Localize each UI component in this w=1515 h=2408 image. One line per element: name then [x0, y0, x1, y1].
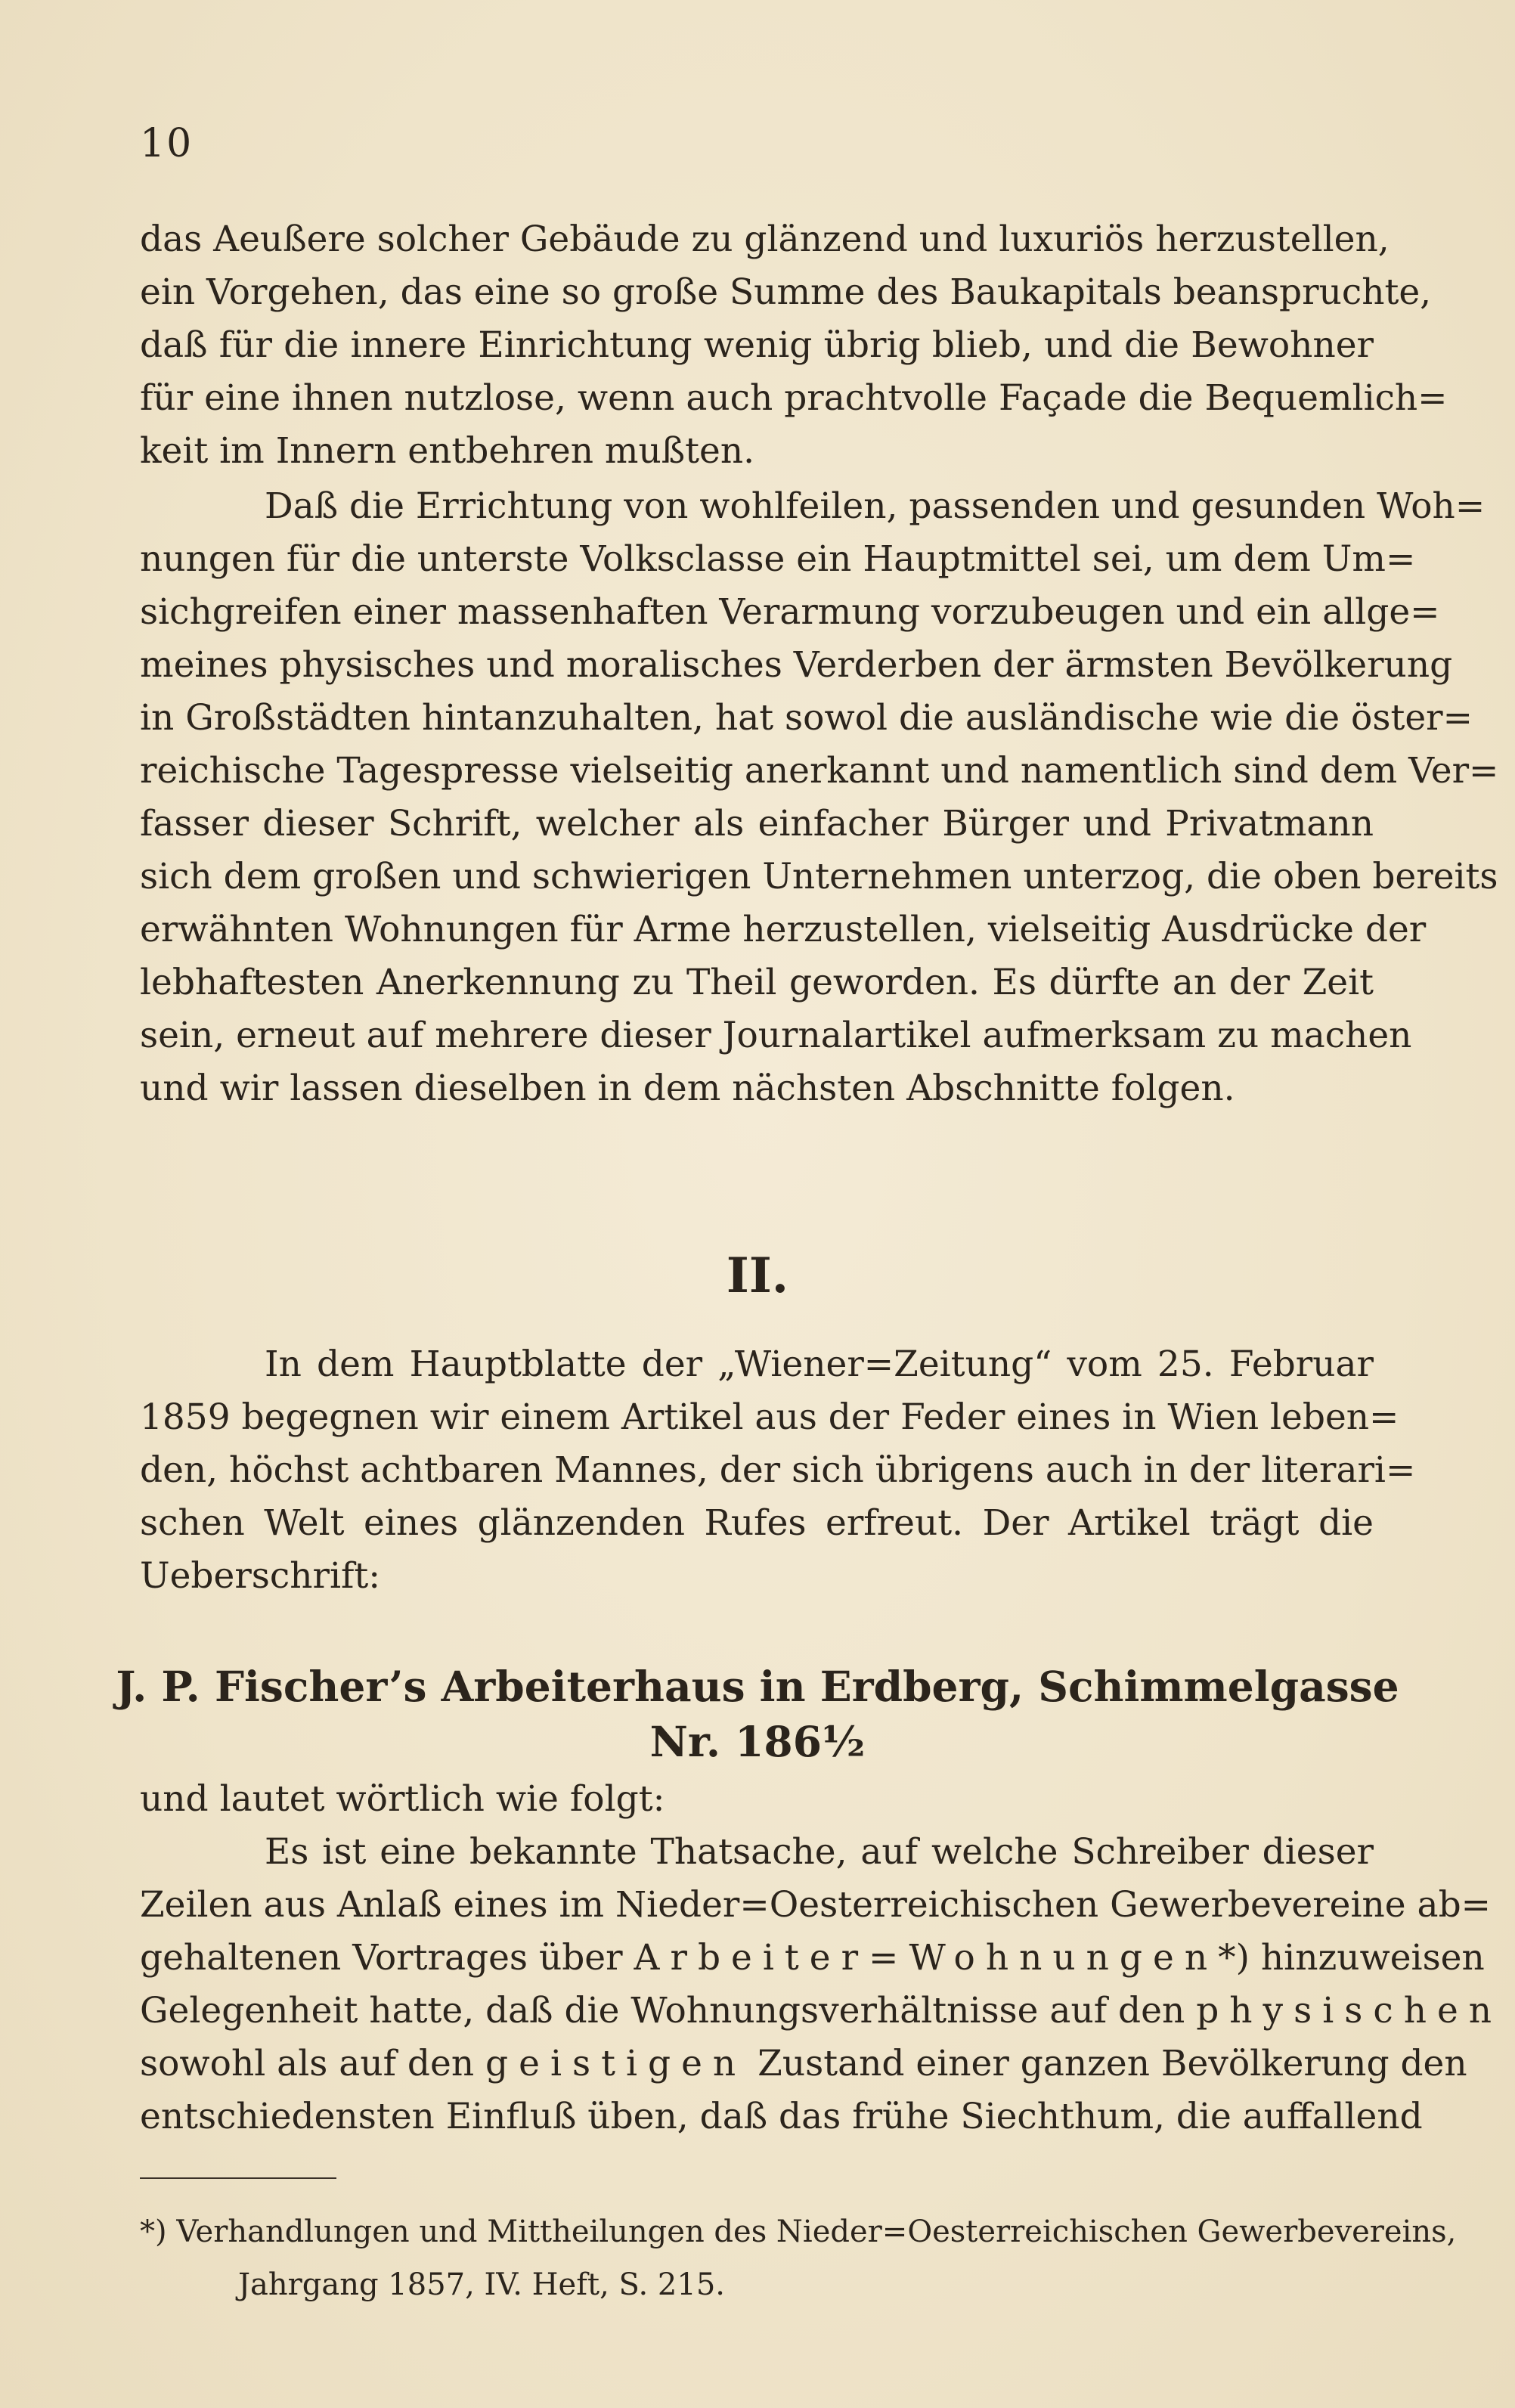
spaced-emphasis: physischen — [1196, 1990, 1503, 2031]
spaced-emphasis: Arbeiter=Wohnungen — [634, 1937, 1219, 1979]
text-line: und lautet wörtlich wie folgt: — [140, 1778, 665, 1820]
text-line: den, höchst achtbaren Mannes, der sich übrigens auch in der literari= — [140, 1449, 1416, 1491]
text-line: Daß die Errichtung von wohlfeilen, passenden und gesunden Woh= — [265, 485, 1486, 527]
footnote-divider — [140, 2177, 336, 2179]
text-line: keit im Innern entbehren mußten. — [140, 430, 755, 472]
text-line: für eine ihnen nutzlose, wenn auch prachtvolle Façade die Bequemlich= — [140, 377, 1448, 419]
text-line — [140, 1932, 1485, 1985]
article-heading: J. P. Fischer’s Arbeiterhaus in Erdberg, Schimmelgasse — [116, 1662, 1399, 1711]
text-fragment: Zustand einer ganzen Bevölkerung den — [758, 2043, 1467, 2084]
paragraph-4 — [140, 1773, 1374, 1826]
text-line: Zeilen aus Anlaß eines im Nieder=Oesterreichischen Gewerbevereine ab= — [140, 1884, 1492, 1926]
text-line: sich dem großen und schwierigen Unternehmen unterzog, die oben bereits — [140, 856, 1498, 897]
paragraph-2 — [140, 480, 1499, 1115]
paragraph-1 — [140, 213, 1448, 478]
paragraph-5 — [140, 1826, 1503, 2143]
text-line: nungen für die unterste Volksclasse ein Hauptmittel sei, um dem Um= — [140, 538, 1416, 580]
text-line — [140, 2038, 1467, 2090]
text-line: entschiedensten Einfluß üben, daß das frühe Siechthum, die auffallend — [140, 2096, 1423, 2137]
text-line: sein, erneut auf mehrere dieser Journalartikel aufmerksam zu machen — [140, 1015, 1412, 1056]
text-line: In dem Hauptblatte der „Wiener=Zeitung“ vom 25. Februar — [265, 1343, 1374, 1385]
text-fragment: Gelegenheit hatte, daß die Wohnungsverhältnisse auf den — [140, 1990, 1185, 2031]
text-line: reichische Tagespresse vielseitig anerkannt und namentlich sind dem Ver= — [140, 750, 1499, 792]
text-line: schen Welt eines glänzenden Rufes erfreut. Der Artikel trägt die — [140, 1502, 1374, 1544]
text-line — [140, 1985, 1503, 2038]
section-numeral: II. — [726, 1247, 789, 1304]
text-fragment: *) hinzuweisen — [1218, 1937, 1485, 1979]
spaced-emphasis: geistigen — [485, 2043, 747, 2084]
text-line: fasser dieser Schrift, welcher als einfacher Bürger und Privatmann — [140, 803, 1374, 845]
text-line: Ueberschrift: — [140, 1555, 381, 1597]
page-number: 10 — [140, 121, 194, 166]
text-line: in Großstädten hintanzuhalten, hat sowol die ausländische wie die öster= — [140, 697, 1473, 739]
footnote-text: Jahrgang 1857, IV. Heft, S. 215. — [238, 2267, 725, 2302]
text-fragment: sowohl als auf den — [140, 2043, 475, 2084]
text-line: 1859 begegnen wir einem Artikel aus der Feder eines in Wien leben= — [140, 1396, 1399, 1438]
text-fragment: gehaltenen Vortrages über — [140, 1937, 623, 1979]
text-line: und wir lassen dieselben in dem nächsten Abschnitte folgen. — [140, 1068, 1235, 1109]
text-line: lebhaftesten Anerkennung zu Theil geworden. Es dürfte an der Zeit — [140, 962, 1374, 1003]
text-line: ein Vorgehen, das eine so große Summe des Baukapitals beanspruchte, — [140, 271, 1432, 313]
text-line: sichgreifen einer massenhaften Verarmung vorzubeugen und ein allge= — [140, 591, 1440, 633]
text-line: Es ist eine bekannte Thatsache, auf welche Schreiber dieser — [265, 1831, 1374, 1873]
text-line: daß für die innere Einrichtung wenig übrig blieb, und die Bewohner — [140, 324, 1374, 366]
article-heading-number: Nr. 186½ — [649, 1717, 866, 1766]
text-line: meines physisches und moralisches Verderben der ärmsten Bevölkerung — [140, 644, 1453, 686]
footnote-text: *) Verhandlungen und Mittheilungen des Nieder=Oesterreichischen Gewerbevereins, — [140, 2214, 1457, 2249]
text-line: erwähnten Wohnungen für Arme herzustellen, vielseitig Ausdrücke der — [140, 909, 1427, 950]
paragraph-3 — [140, 1338, 1416, 1603]
text-line: das Aeußere solcher Gebäude zu glänzend und luxuriös herzustellen, — [140, 218, 1390, 260]
